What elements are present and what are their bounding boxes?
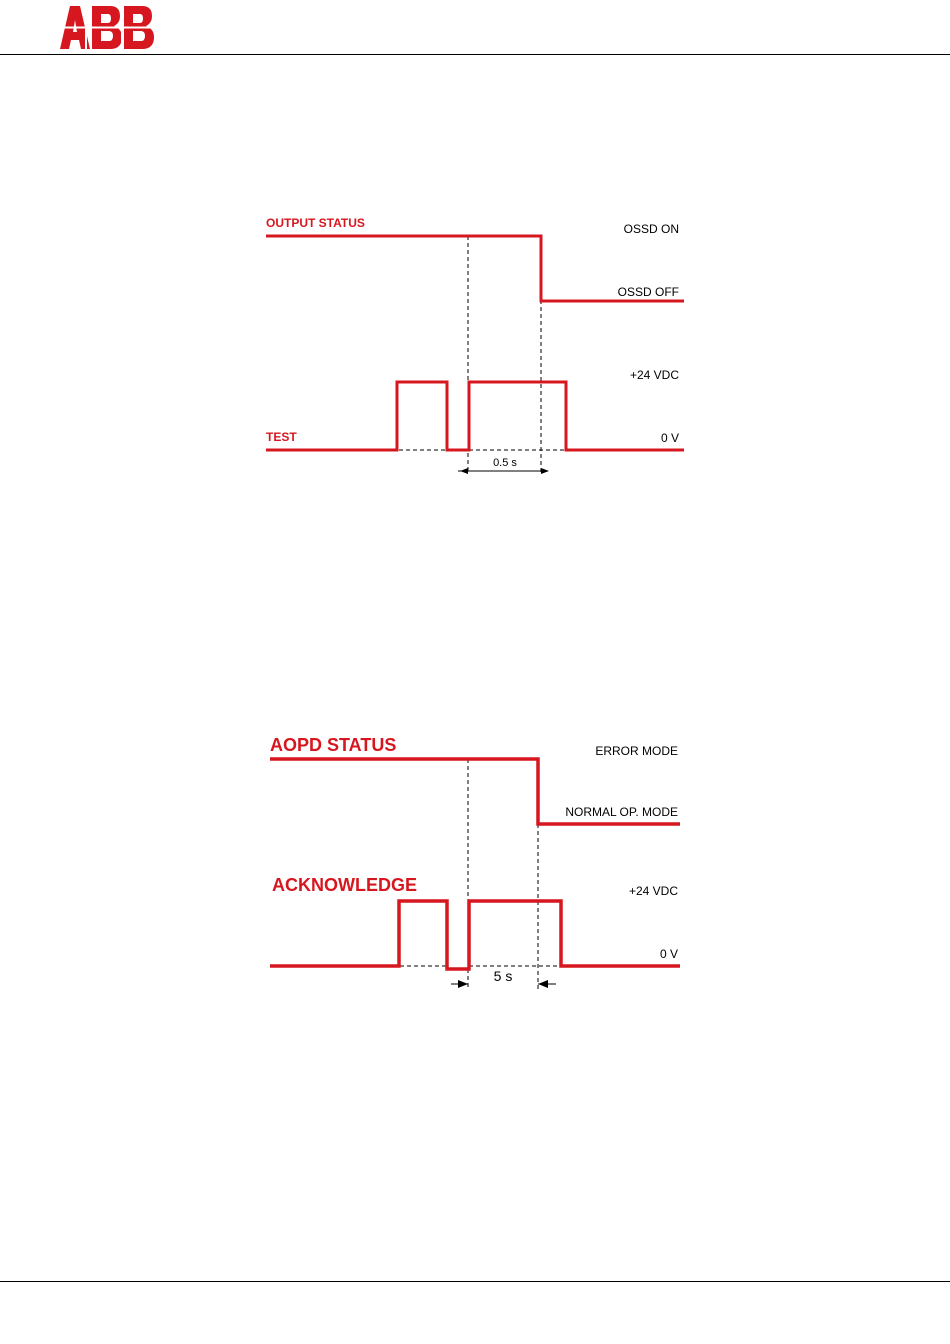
ossd-on-label: OSSD ON (623, 222, 679, 236)
interval-label: 5 s (493, 968, 513, 984)
acknowledge-label: ACKNOWLEDGE (272, 875, 417, 895)
abb-logo (56, 6, 158, 49)
zero-volt-label: 0 V (660, 431, 679, 445)
normal-mode-label: NORMAL OP. MODE (565, 805, 678, 819)
ossd-off-label: OSSD OFF (617, 285, 679, 299)
vdc-high-label: +24 VDC (628, 884, 678, 898)
guide-lines (400, 759, 560, 990)
test-signal (266, 382, 684, 450)
interval-label: 0.5 s (493, 457, 517, 469)
error-mode-label: ERROR MODE (595, 744, 678, 758)
test-label: TEST (266, 430, 297, 444)
header-rule (0, 54, 950, 55)
vdc-high-label: +24 VDC (629, 368, 679, 382)
timing-diagram-output-status (0, 200, 950, 500)
aopd-status-label: AOPD STATUS (270, 735, 397, 755)
footer-rule (0, 1281, 950, 1282)
zero-volt-label: 0 V (659, 947, 678, 961)
output-status-label: OUTPUT STATUS (266, 216, 365, 230)
acknowledge-signal (270, 901, 680, 969)
timing-diagram-aopd-status (0, 720, 950, 1010)
